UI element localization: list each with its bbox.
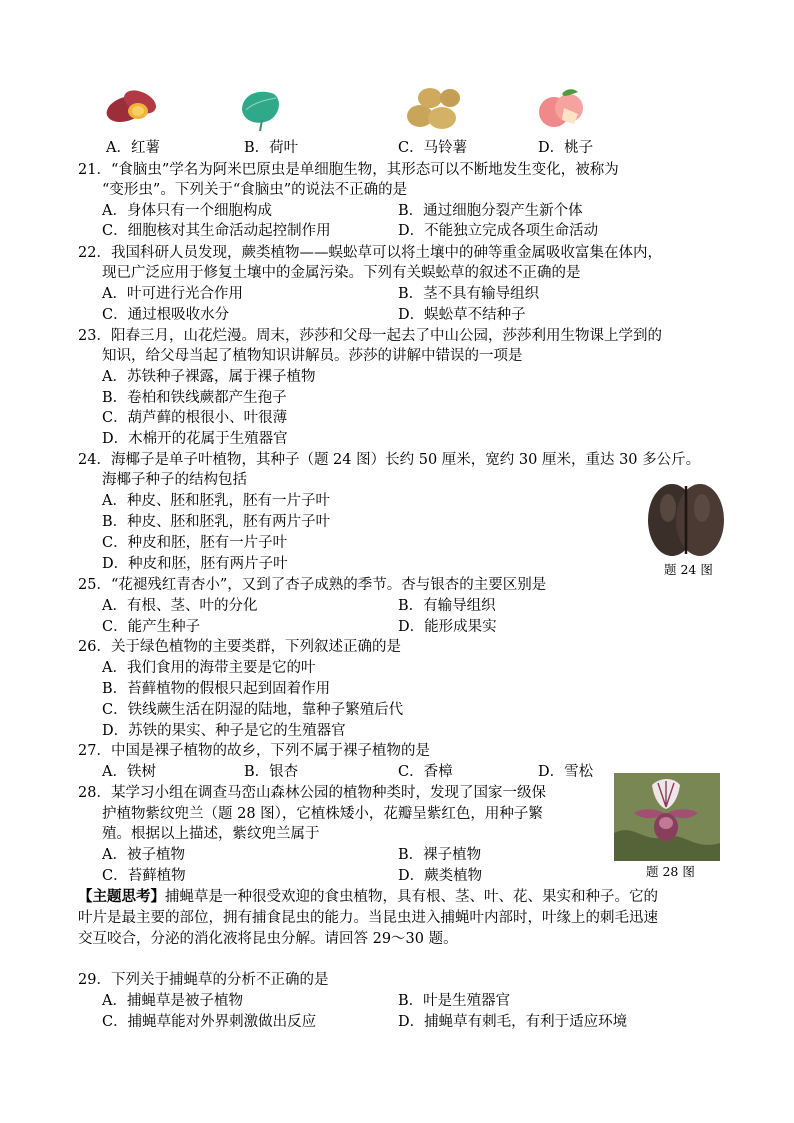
q22-stem-line1: 22．我国科研人员发现，蕨类植物——蜈蚣草可以将土壤中的砷等重金属吸收富集在体内， [78,245,662,261]
q21-option-b: B．通过细胞分裂产生新个体 [398,203,583,219]
q26-option-b: B．苔藓植物的假根只起到固着作用 [102,681,331,697]
q29-option-a: A．捕蝇草是被子植物 [102,993,243,1009]
q24-option-d: D．种皮和胚，胚有两片子叶 [102,556,288,572]
q23-stem-line1: 23．阳春三月，山花烂漫。周末，莎莎和父母一起去了中山公园，莎莎利用生物课上学到的 [78,328,662,344]
q22-option-c: C．通过根吸收水分 [102,307,230,323]
q23-option-d: D．木棉开的花属于生殖器官 [102,431,288,447]
q24-option-a: A．种皮、胚和胚乳，胚有一片子叶 [102,493,330,509]
q24-option-b: B．种皮、胚和胚乳，胚有两片子叶 [102,514,331,530]
q26-stem: 26．关于绿色植物的主要类群，下列叙述正确的是 [78,639,401,655]
q21-stem-line2: “变形虫”。下列关于“食脑虫”的说法不正确的是 [102,182,408,198]
q27-option-b: B．银杏 [244,764,299,780]
q25-option-c: C．能产生种子 [102,619,201,635]
potato-icon [402,82,464,132]
q24-figure-caption: 题 24 图 [664,562,713,577]
q21-option-c: C．细胞核对其生命活动起控制作用 [102,223,331,239]
q28-option-c: C．苔藓植物 [102,868,186,884]
q24-option-c: C．种皮和胚，胚有一片子叶 [102,535,288,551]
q28-stem-line2: 护植物紫纹兜兰（题 28 图），它植株矮小，花瓣呈紫红色，用种子繁 [102,806,543,822]
q27-option-d: D．雪松 [538,764,594,780]
q27-stem: 27．中国是裸子植物的故乡，下列不属于裸子植物的是 [78,743,430,759]
sweet-potato-icon [104,84,160,126]
q28-stem-line3: 殖。根据以上描述，紫纹兜兰属于 [102,826,320,842]
q20-option-c: C．马铃薯 [398,140,468,156]
q29-stem: 29．下列关于捕蝇草的分析不正确的是 [78,972,329,988]
q25-option-d: D．能形成果实 [398,619,497,635]
q22-option-d: D．蜈蚣草不结种子 [398,307,526,323]
q27-option-a: A．铁树 [102,764,156,780]
theme-label: 【主题思考】 [78,888,165,905]
q20-option-b: B．荷叶 [244,140,299,156]
q28-figure-caption: 题 28 图 [646,864,695,879]
q22-option-b: B．茎不具有输导组织 [398,286,540,302]
coco-de-mer-seed-icon [646,478,726,560]
q26-option-c: C．铁线蕨生活在阴湿的陆地，靠种子繁殖后代 [102,702,404,718]
q29-option-d: D．捕蝇草有刺毛，有利于适应环境 [398,1014,628,1030]
q28-option-a: A．被子植物 [102,847,185,863]
paphiopedilum-orchid-icon [614,773,720,861]
lotus-leaf-icon [236,84,284,132]
q21-option-a: A．身体只有一个细胞构成 [102,203,272,219]
q20-option-d: D．桃子 [538,140,594,156]
q21-stem-line1: 21．“食脑虫”学名为阿米巴原虫是单细胞生物，其形态可以不断地发生变化，被称为 [78,162,619,178]
q23-option-b: B．卷柏和铁线蕨都产生孢子 [102,390,287,406]
q28-stem-line1: 28．某学习小组在调查马峦山森林公园的植物种类时，发现了国家一级保 [78,785,546,801]
q29-option-c: C．捕蝇草能对外界刺激做出反应 [102,1014,317,1030]
q26-option-d: D．苏铁的果实、种子是它的生殖器官 [102,723,346,739]
q23-stem-line2: 知识，给父母当起了植物知识讲解员。莎莎的讲解中错误的一项是 [102,348,523,364]
theme-line1 [78,887,658,907]
q20-option-a: A．红薯 [106,140,160,156]
q22-option-a: A．叶可进行光合作用 [102,286,243,302]
q29-option-b: B．叶是生殖器官 [398,993,511,1009]
q22-stem-line2: 现已广泛应用于修复土壤中的金属污染。下列有关蜈蚣草的叙述不正确的是 [102,265,581,281]
q23-option-c: C．葫芦藓的根很小、叶很薄 [102,410,288,426]
q24-stem-line1: 24．海椰子是单子叶植物，其种子（题 24 图）长约 50 厘米，宽约 30 厘米，重达 30 多公斤。 [78,452,701,468]
q27-option-c: C．香樟 [398,764,453,780]
q28-option-b: B．裸子植物 [398,847,482,863]
q25-option-a: A．有根、茎、叶的分化 [102,598,258,614]
q21-option-d: D．不能独立完成各项生命活动 [398,223,599,239]
peach-icon [536,84,586,130]
q26-option-a: A．我们食用的海带主要是它的叶 [102,660,316,676]
q25-stem: 25．“花褪残红青杏小”，又到了杏子成熟的季节。杏与银杏的主要区别是 [78,577,547,593]
theme-line3: 交互咬合，分泌的消化液将昆虫分解。请回答 29～30 题。 [78,931,458,947]
q28-option-d: D．蕨类植物 [398,868,483,884]
theme-line2: 叶片是最主要的部位，拥有捕食昆虫的能力。当昆虫进入捕蝇叶内部时，叶缘上的刺毛迅速 [78,910,658,926]
q23-option-a: A．苏铁种子裸露，属于裸子植物 [102,369,316,385]
q24-stem-line2: 海椰子种子的结构包括 [102,472,247,488]
q25-option-b: B．有输导组织 [398,598,496,614]
theme-text-line1: 捕蝇草是一种很受欢迎的食虫植物，具有根、茎、叶、花、果实和种子。它的 [165,889,658,905]
